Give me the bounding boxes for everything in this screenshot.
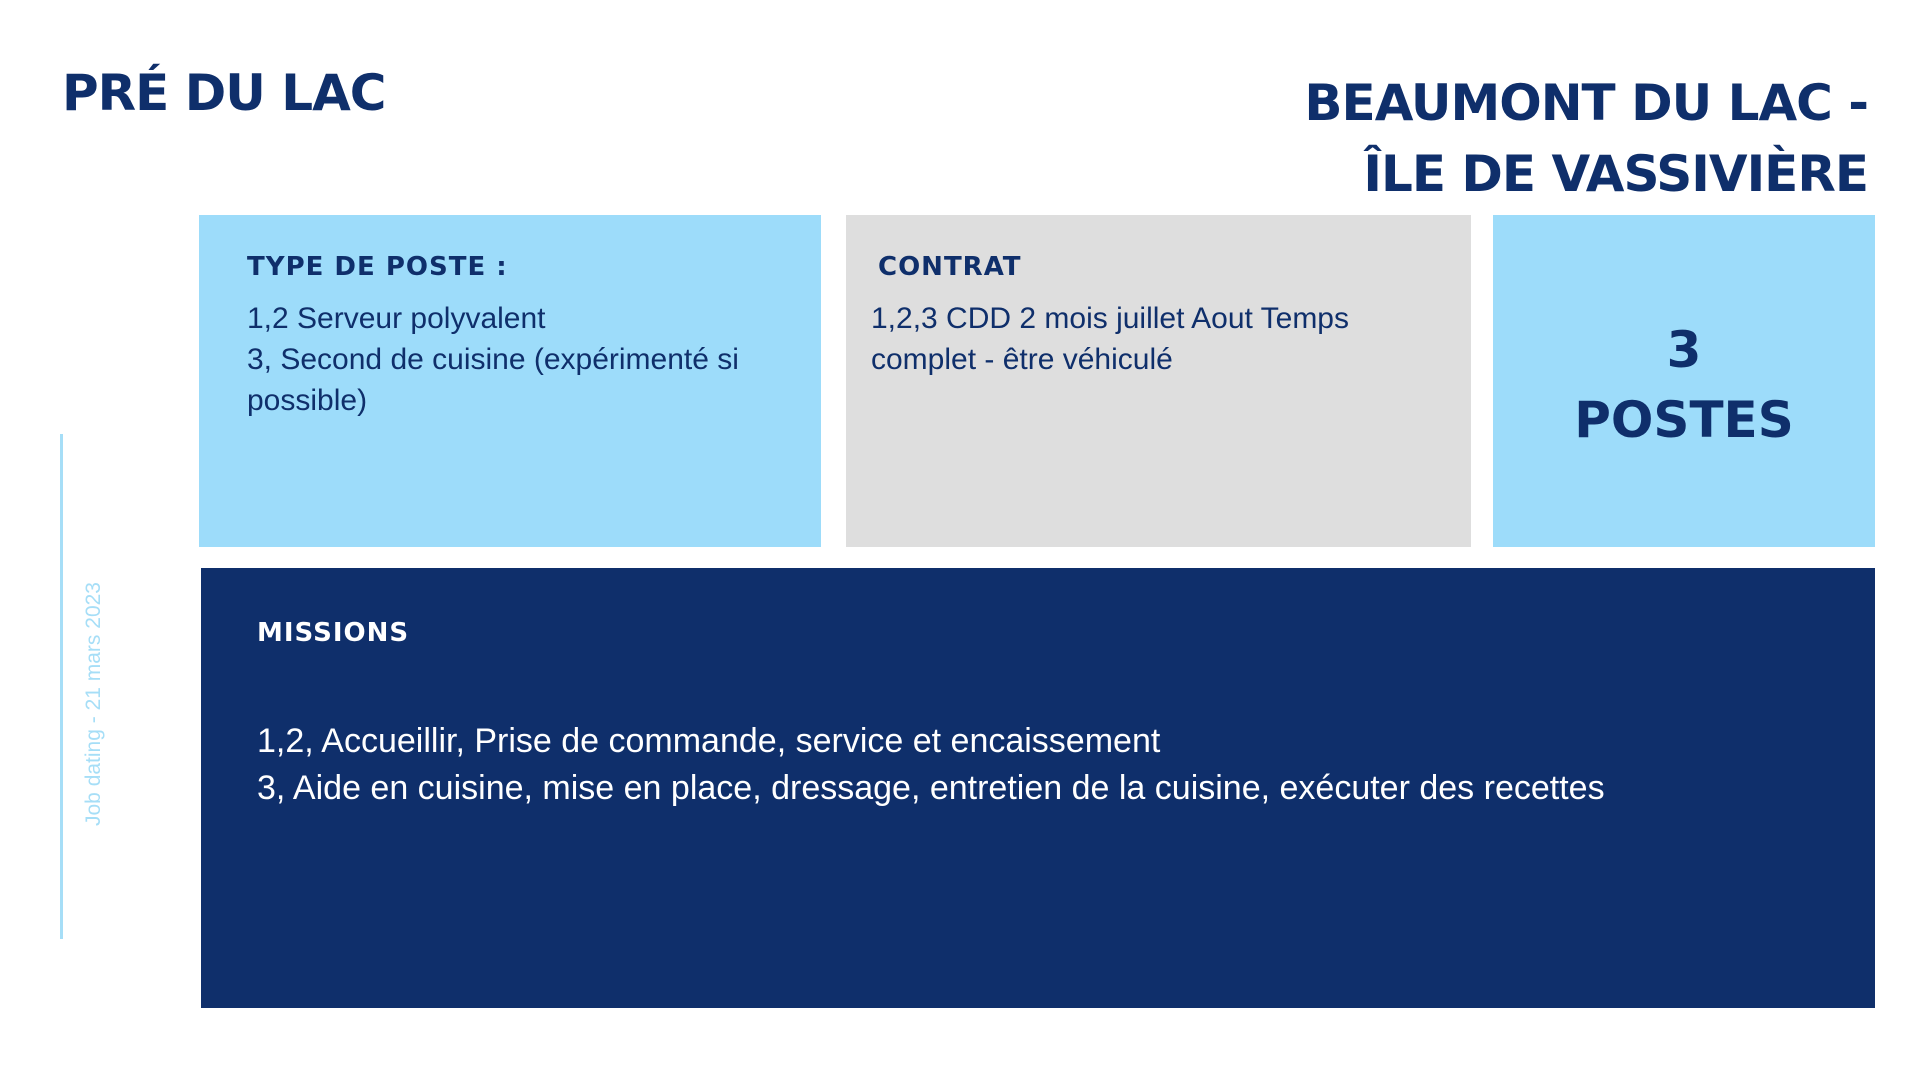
location-title: [968, 68, 1868, 210]
job-type-body: [247, 298, 787, 421]
job-type-card: [199, 215, 821, 547]
location-title-line2: ÎLE DE VASSIVIÈRE: [1363, 145, 1868, 203]
contract-heading: CONTRAT: [878, 252, 1022, 282]
contract-card: [846, 215, 1471, 547]
positions-count-card: [1493, 215, 1875, 547]
contract-body: 1,2,3 CDD 2 mois juillet Aout Temps complet - être véhiculé: [871, 302, 1349, 376]
mission-line: 3, Aide en cuisine, mise en place, dressage, entretien de la cuisine, exécuter des recettes: [257, 769, 1605, 807]
positions-number: 3: [1666, 321, 1702, 379]
missions-card: [201, 568, 1875, 1008]
job-type-heading: TYPE DE POSTE :: [247, 252, 508, 282]
decorative-vertical-line: [60, 434, 63, 939]
positions-label: POSTES: [1574, 391, 1794, 449]
location-title-line1: BEAUMONT DU LAC -: [1304, 74, 1868, 132]
mission-line: 1,2, Accueillir, Prise de commande, service et encaissement: [257, 722, 1161, 760]
missions-body: [257, 718, 1837, 812]
positions-count: [1493, 315, 1875, 455]
job-type-line: 3, Second de cuisine (expérimenté si possible): [247, 343, 739, 417]
job-type-line: 1,2 Serveur polyvalent: [247, 302, 546, 335]
employer-title: PRÉ DU LAC: [62, 64, 386, 122]
missions-heading: MISSIONS: [257, 618, 410, 648]
event-date-label: Job dating - 21 mars 2023: [82, 582, 105, 826]
